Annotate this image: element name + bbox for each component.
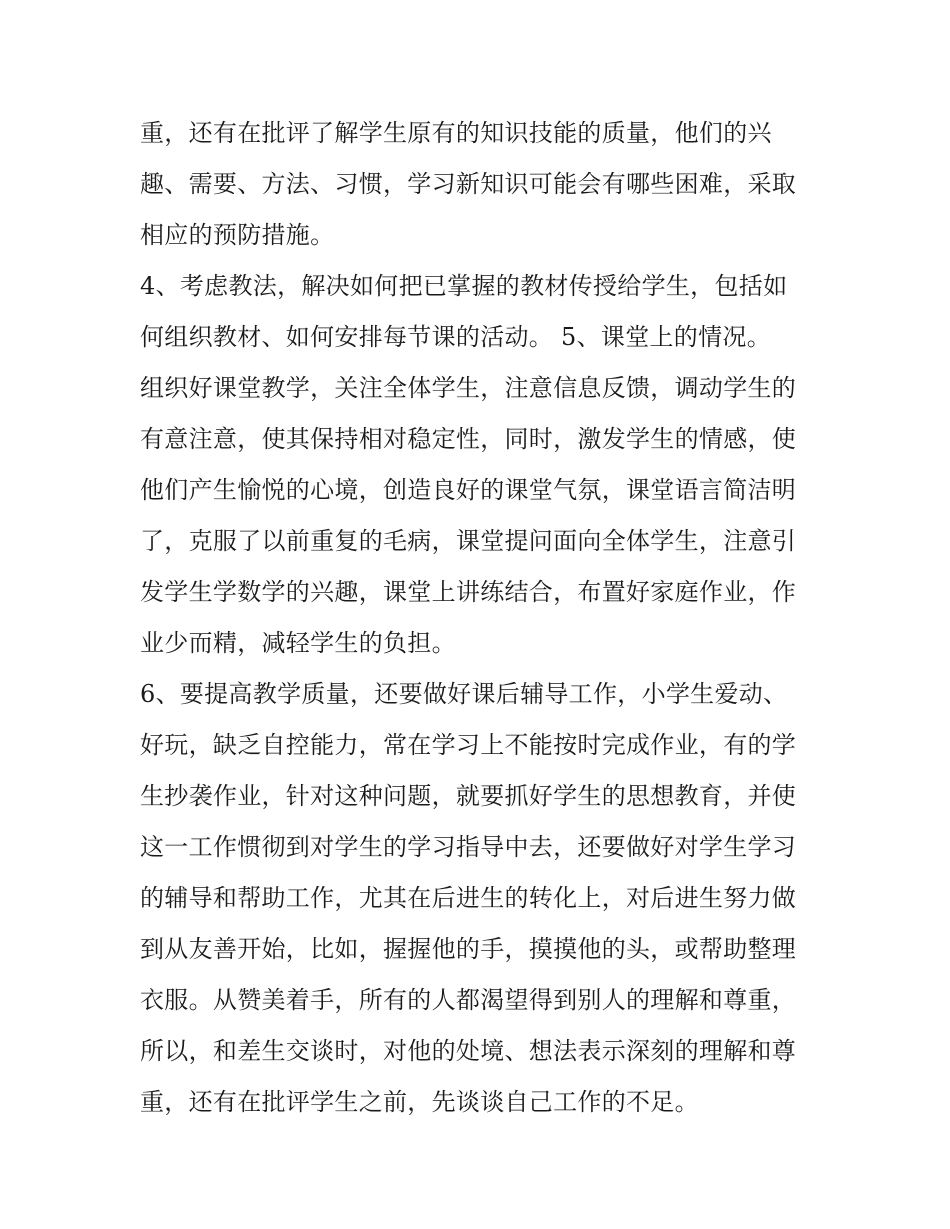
text-line: 6、要提高教学质量，还要做好课后辅导工作，小学生爱动、 bbox=[140, 680, 788, 708]
document-body bbox=[140, 108, 820, 1128]
text-line: 重，还有在批评学生之前，先谈谈自己工作的不足。 bbox=[140, 1088, 699, 1116]
text-line: 趣、需要、方法、习惯，学习新知识可能会有哪些困难，采取 bbox=[140, 170, 797, 198]
text-line: 有意注意，使其保持相对稳定性，同时，激发学生的情感，使 bbox=[140, 425, 797, 453]
text-line: 的辅导和帮助工作，尤其在后进生的转化上，对后进生努力做 bbox=[140, 884, 797, 912]
text-line: 这一工作惯彻到对学生的学习指导中去，还要做好对学生学习 bbox=[140, 833, 797, 861]
text-line: 衣服。从赞美着手，所有的人都渴望得到别人的理解和尊重， bbox=[140, 986, 797, 1014]
text-line: 所以，和差生交谈时，对他的处境、想法表示深刻的理解和尊 bbox=[140, 1037, 797, 1065]
text-line: 业少而精，减轻学生的负担。 bbox=[140, 629, 456, 657]
text-line: 组织好课堂教学，关注全体学生，注意信息反馈，调动学生的 bbox=[140, 374, 797, 402]
text-line: 好玩，缺乏自控能力，常在学习上不能按时完成作业，有的学 bbox=[140, 731, 797, 759]
text-line: 发学生学数学的兴趣，课堂上讲练结合，布置好家庭作业，作 bbox=[140, 578, 797, 606]
text-line: 重，还有在批评了解学生原有的知识技能的质量，他们的兴 bbox=[140, 119, 772, 147]
text-line: 相应的预防措施。 bbox=[140, 221, 335, 249]
text-line: 到从友善开始，比如，握握他的手，摸摸他的头，或帮助整理 bbox=[140, 935, 797, 963]
text-line: 他们产生愉悦的心境，创造良好的课堂气氛，课堂语言简洁明 bbox=[140, 476, 797, 504]
text-line: 4、考虑教法，解决如何把已掌握的教材传授给学生，包括如 bbox=[140, 272, 788, 300]
text-line: 生抄袭作业，针对这种问题，就要抓好学生的思想教育，并使 bbox=[140, 782, 797, 810]
text-line: 何组织教材、如何安排每节课的活动。 5、课堂上的情况。 bbox=[140, 323, 771, 351]
text-line: 了，克服了以前重复的毛病，课堂提问面向全体学生，注意引 bbox=[140, 527, 797, 555]
